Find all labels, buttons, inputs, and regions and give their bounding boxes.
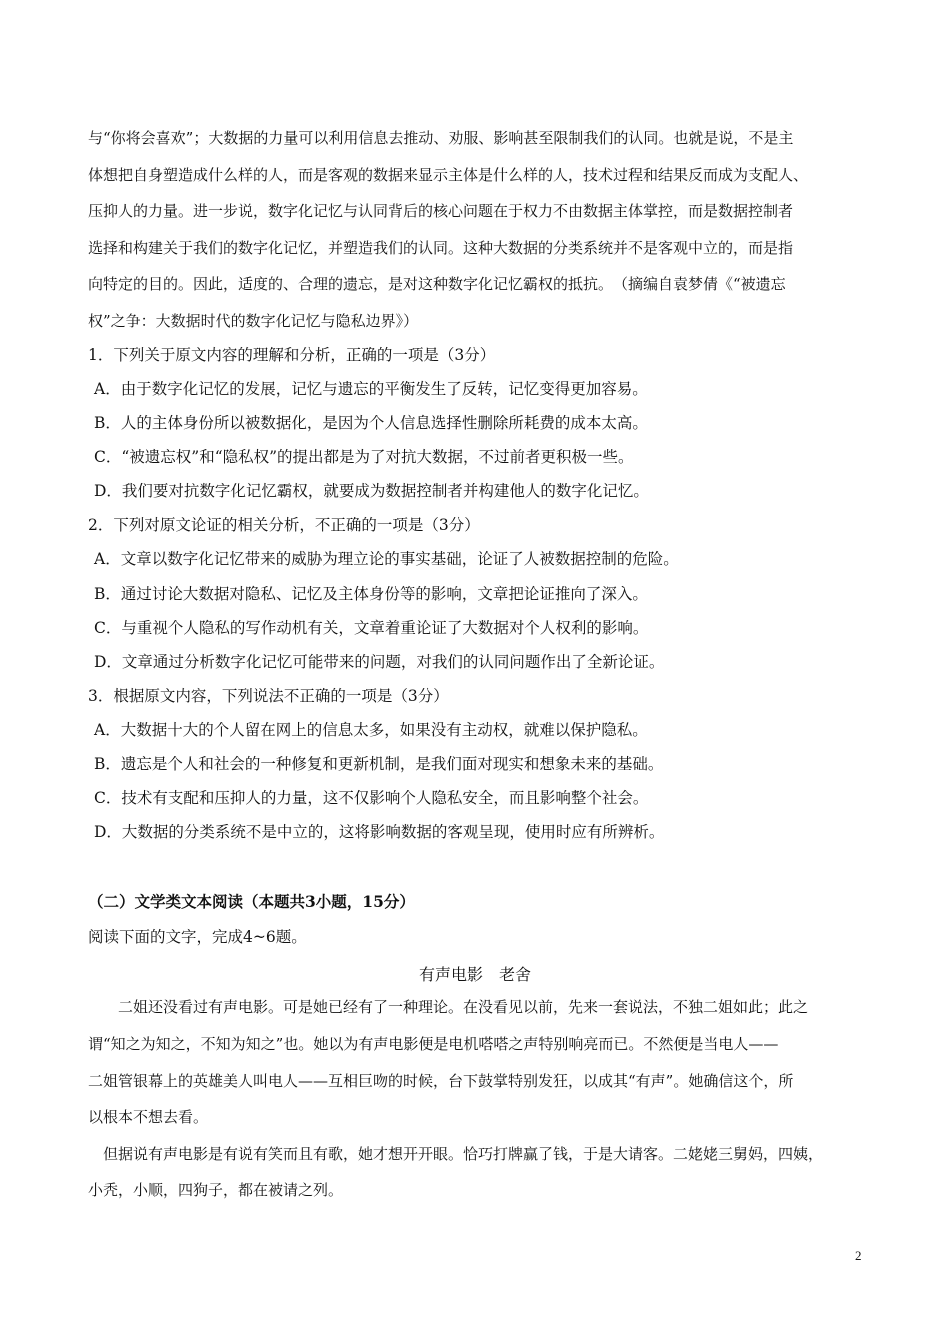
answer-option: C．与重视个人隐私的写作动机有关，文章着重论证了大数据对个人权利的影响。 <box>94 619 649 637</box>
page-number: 2 <box>855 1248 862 1263</box>
answer-option: A．文章以数字化记忆带来的威胁为理立论的事实基础，论证了人被数据控制的危险。 <box>94 550 679 568</box>
answer-option: D．我们要对抗数字化记忆霸权，就要成为数据控制者并构建他人的数字化记忆。 <box>94 482 649 500</box>
passage-line: 选择和构建关于我们的数字化记忆，并塑造我们的认同。这种大数据的分类系统并不是客观中立的，而是指 <box>88 239 794 257</box>
section-heading: （二）文学类文本阅读（本题共3小题，15分） <box>88 892 415 911</box>
story-title: 有声电影 老舍 <box>418 965 531 984</box>
answer-option: A．大数据十大的个人留在网上的信息太多，如果没有主动权，就难以保护隐私。 <box>94 721 648 739</box>
answer-option: B．通过讨论大数据对隐私、记忆及主体身份等的影响，文章把论证推向了深入。 <box>94 585 648 603</box>
passage-source: 权”之争：大数据时代的数字化记忆与隐私边界》） <box>88 312 419 330</box>
answer-option: A．由于数字化记忆的发展，记忆与遗忘的平衡发生了反转，记忆变得更加容易。 <box>94 380 648 398</box>
answer-option: D．文章通过分析数字化记忆可能带来的问题，对我们的认同问题作出了全新论证。 <box>94 653 665 671</box>
story-line: 二姐还没看过有声电影。可是她已经有了一种理论。在没看见以前，先来一套说法，不独二姐如此；此之 <box>88 998 809 1016</box>
passage-line: 压抑人的力量。进一步说，数字化记忆与认同背后的核心问题在于权力不由数据主体掌控，而是数据控制者 <box>88 202 794 220</box>
passage-line: 体想把自身塑造成什么样的人，而是客观的数据来显示主体是什么样的人，技术过程和结果反而成为支配人、 <box>88 166 809 184</box>
section-instruction: 阅读下面的文字，完成4~6题。 <box>88 928 307 946</box>
question-stem: 1．下列关于原文内容的理解和分析，正确的一项是（3分） <box>88 346 496 364</box>
passage-line: 与“你将会喜欢”；大数据的力量可以利用信息去推动、劝服、影响甚至限制我们的认同。也就是说，不是主 <box>88 129 794 147</box>
answer-option: B．遗忘是个人和社会的一种修复和更新机制，是我们面对现实和想象未来的基础。 <box>94 755 664 773</box>
answer-option: C．技术有支配和压抑人的力量，这不仅影响个人隐私安全，而且影响整个社会。 <box>94 789 649 807</box>
story-line: 谓“知之为知之，不知为知之”也。她以为有声电影便是电机嗒嗒之声特别响亮而已。不然便是当电人—— <box>88 1035 779 1053</box>
answer-option: B．人的主体身份所以被数据化，是因为个人信息选择性删除所耗费的成本太高。 <box>94 414 648 432</box>
question-stem: 3．根据原文内容，下列说法不正确的一项是（3分） <box>88 687 449 705</box>
passage-line: 向特定的目的。因此，适度的、合理的遗忘，是对这种数字化记忆霸权的抵抗。 （摘编自袁梦倩《“被遗忘 <box>88 275 786 293</box>
story-line: 小秃，小顺，四狗子，都在被请之列。 <box>88 1181 344 1199</box>
story-line: 二姐管银幕上的英雄美人叫电人——互相巨吻的时候，台下鼓掌特别发狂，以成其“有声”。她确信这个，所 <box>88 1072 794 1090</box>
answer-option: C．“被遗忘权”和“隐私权”的提出都是为了对抗大数据，不过前者更积极一些。 <box>94 448 634 466</box>
question-stem: 2．下列对原文论证的相关分析，不正确的一项是（3分） <box>88 516 480 534</box>
story-line: 但据说有声电影是有说有笑而且有歌，她才想开开眼。恰巧打牌赢了钱，于是大请客。二姥姥三舅妈，四姨， <box>88 1145 824 1163</box>
story-line: 以根本不想去看。 <box>88 1108 209 1126</box>
answer-option: D．大数据的分类系统不是中立的，这将影响数据的客观呈现，使用时应有所辨析。 <box>94 823 665 841</box>
